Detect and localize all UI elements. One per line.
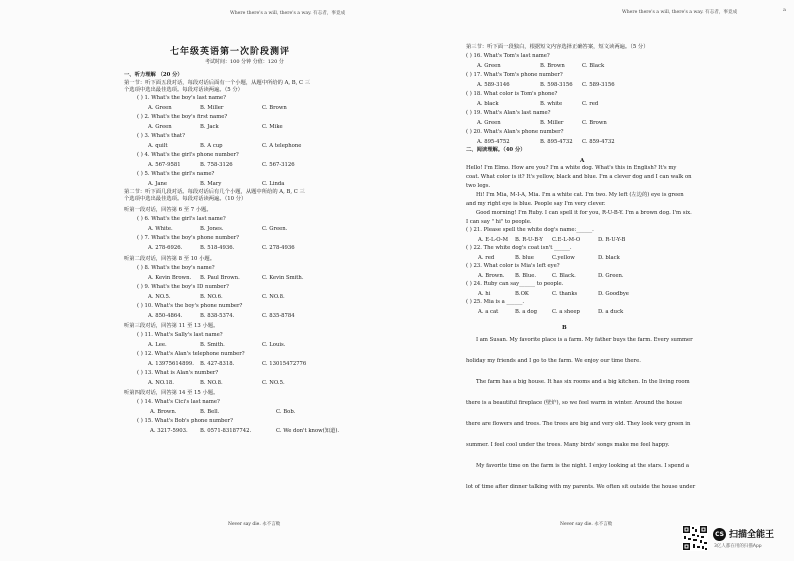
listening-group2-option: B. 838-5374. xyxy=(200,313,235,319)
passage-b-line: summer. I feel cool under the trees. Many birds' songs make me feel happy. xyxy=(466,442,670,448)
listening-part1-option: B. A cup xyxy=(200,143,223,149)
listening-group2-option: C. NO.8. xyxy=(262,294,285,300)
listening-part3-question: ( ) 17. What's Tom's phone number? xyxy=(466,72,563,78)
listening-group4-option: A. Brown. xyxy=(150,409,177,415)
reading-a-option: C. thanks xyxy=(552,291,578,297)
listening-part1-question: ( ) 2. What's the boy's first name? xyxy=(137,114,228,120)
listening-part1-option: A. Green xyxy=(148,105,172,111)
left-footer-motto: Never say die. 永不言败 xyxy=(228,522,281,527)
part3-instructions: 第三节：听下面一段独白，根据短文内容选择正确答案，短文读两遍。（5 分） xyxy=(466,44,649,50)
listening-part1-question: ( ) 3. What's that? xyxy=(137,133,185,139)
listening-part1-option: A. Jane xyxy=(148,181,168,187)
listening-part3-option: B. 895-4732 xyxy=(540,139,573,145)
listening-part3-option: A. Green xyxy=(477,63,501,69)
listening-part3-option: A. 895-4752 xyxy=(477,139,510,145)
listening-part3-option: C. 859-4732 xyxy=(582,139,615,145)
passage-a-line: and my right eye is blue. People say I'm very clever. xyxy=(466,201,606,207)
camscanner-logo-icon: CS xyxy=(713,528,726,541)
listening-group2-question: ( ) 10. What's the boy's phone number? xyxy=(137,303,243,309)
listening-group2-question: ( ) 8. What's the boy's name? xyxy=(137,265,215,271)
passage-a-line: Hi! I'm Mia, M-I-A, Mia. I'm a white cat. I'm two. My left (左边的) eye is green xyxy=(476,192,684,198)
listening-group-1-note: 听第一段对话，回答第 6 至 7 小题。 xyxy=(124,207,212,213)
listening-part3-option: C. red xyxy=(582,101,599,107)
listening-group3-question: ( ) 13. What is Alan's number? xyxy=(137,370,219,376)
listening-group1-option: B. Jones. xyxy=(200,226,224,232)
listening-part1-option: C. A telephone xyxy=(262,143,302,149)
listening-group4-option: B. 0571-83187742. xyxy=(200,428,252,434)
listening-group4-option: C. Bob. xyxy=(276,409,296,415)
listening-group3-option: C. Louis. xyxy=(262,342,286,348)
reading-a-option: B. R-U-B-Y xyxy=(515,237,543,243)
listening-part1-option: A. 567-9581 xyxy=(148,162,181,168)
listening-group2-option: A. NO.5. xyxy=(148,294,171,300)
listening-group1-option: C. 278-4936 xyxy=(262,245,295,251)
listening-group2-option: A. Kevin Brown. xyxy=(148,275,192,281)
reading-a-option: D. Green. xyxy=(598,273,624,279)
listening-group1-option: A. 278-6926. xyxy=(148,245,183,251)
listening-part3-option: B. Brown xyxy=(540,63,565,69)
listening-part3-option: B. Miller xyxy=(540,120,564,126)
passage-b-label: B xyxy=(562,325,567,331)
listening-group2-option: C. Kevin Smith. xyxy=(262,275,304,281)
reading-a-question: ( ) 23. What color is Mia's left eye? xyxy=(466,263,560,269)
reading-a-option: D. black xyxy=(598,255,620,261)
listening-group3-option: A. 13975614899. xyxy=(148,361,194,367)
part1-instructions-line2: 个选项中选出最佳选项。每段对话读两遍。（5 分） xyxy=(124,87,243,93)
reading-a-question: ( ) 22. The white dog's coat isn't ______. xyxy=(466,245,572,251)
listening-group-2-note: 听第二段对话，回答第 8 至 10 小题。 xyxy=(124,256,216,262)
listening-part1-option: A. Green xyxy=(148,124,172,130)
passage-b-line: there is a beautiful fireplace (壁炉), so we feel warm in winter. Around the house xyxy=(466,400,683,406)
part2-instructions-line2: 个选项中选出最佳选项。每段对话读两遍。（10 分） xyxy=(124,196,247,202)
passage-b-line: lot of time after dinner talking with my parents. We often sit outside the house under xyxy=(466,484,696,490)
passage-b-line: there are flowers and trees. The trees are big and very old. They look very green in xyxy=(466,421,691,427)
listening-group1-option: B. 518-4936. xyxy=(200,245,235,251)
listening-group2-option: A. 850-4864. xyxy=(148,313,183,319)
listening-part1-option: A. quilt xyxy=(148,143,168,149)
listening-part3-question: ( ) 19. What's Alan's last name? xyxy=(466,110,551,116)
listening-part1-question: ( ) 5. What's the girl's name? xyxy=(137,171,215,177)
right-footer-motto: Never say die. 永不言败 xyxy=(560,522,613,527)
reading-a-option: A. red xyxy=(478,255,495,261)
listening-part1-option: C. Linda xyxy=(262,181,285,187)
listening-part3-option: A. black xyxy=(477,101,499,107)
listening-part3-option: C. Brown xyxy=(582,120,607,126)
qr-code-icon xyxy=(682,525,708,551)
reading-a-option: B. Blue. xyxy=(515,273,537,279)
listening-part3-option: A. 589-3146 xyxy=(477,82,510,88)
passage-a-line: I can say " hi" to people. xyxy=(466,219,532,225)
listening-part1-option: C. Mike xyxy=(262,124,283,130)
listening-group4-question: ( ) 15. What's Bob's phone number? xyxy=(137,418,233,424)
listening-group2-option: B. Paul Brown. xyxy=(200,275,240,281)
listening-group2-question: ( ) 9. What's the boy's ID number? xyxy=(137,284,229,290)
left-header-motto: Where there's a will, there's a way. 有志者，事竟成 xyxy=(230,11,346,16)
listening-part1-option: B. Mary xyxy=(200,181,222,187)
listening-part1-option: B. Jack xyxy=(200,124,219,130)
right-header-motto: Where there's a will, there's a way. 有志者，事竟成 xyxy=(622,10,738,15)
listening-part1-question: ( ) 4. What's the girl's phone number? xyxy=(137,152,239,158)
section-reading-heading: 二、阅读理解。（40 分） xyxy=(466,147,526,153)
passage-a-line: two legs. xyxy=(466,183,491,189)
passage-a-line: Good morning! I'm Ruby. I can spell it for you, R-U-B-Y. I'm a brown dog. I'm six. xyxy=(476,210,692,216)
reading-a-option: B. a dog xyxy=(515,309,538,315)
listening-group2-option: B. NO.6. xyxy=(200,294,223,300)
scanner-tagline: 3亿人都在用的扫描App xyxy=(714,544,762,549)
listening-part1-option: C. Brown xyxy=(262,105,287,111)
reading-a-option: A. Brown. xyxy=(478,273,505,279)
listening-group2-option: C. 835-8784 xyxy=(262,313,295,319)
passage-b-line: holiday my friends and I go to the farm. We enjoy our time there. xyxy=(466,358,641,364)
listening-group1-question: ( ) 7. What's the boy's phone number? xyxy=(137,235,239,241)
listening-group3-option: B. 427-8318. xyxy=(200,361,235,367)
part1-instructions-line1: 第一节：听下面五段对话，每段对话后面有一个小题，从题中所给的 A, B, C 三 xyxy=(124,80,311,86)
reading-a-option: B. blue xyxy=(515,255,534,261)
reading-a-question: ( ) 25. Mia is a ______. xyxy=(466,299,525,305)
listening-part3-question: ( ) 18. What color is Tom's phone? xyxy=(466,91,558,97)
listening-part3-question: ( ) 20. What's Alan's phone number? xyxy=(466,129,564,135)
page-mark: a xyxy=(783,7,786,13)
listening-part1-option: B. Miller xyxy=(200,105,224,111)
listening-group-3-note: 听第三段对话，回答第 11 至 13 小题。 xyxy=(124,323,219,329)
listening-group-4-note: 听第四段对话，回答第 14 至 15 小题。 xyxy=(124,390,219,396)
reading-a-option: C. Black. xyxy=(552,273,576,279)
listening-group1-question: ( ) 6. What's the girl's last name? xyxy=(137,216,226,222)
part2-instructions-line1: 第二节：听下面几段对话。每段对话后有几个小题，从题中所给的 A, B, C 三 xyxy=(124,189,305,195)
listening-group3-option: B. NO.8. xyxy=(200,380,223,386)
reading-a-option: C. a sheep xyxy=(552,309,580,315)
listening-part1-option: C. 567-3126 xyxy=(262,162,295,168)
reading-a-option: D. Goodbye xyxy=(598,291,629,297)
listening-group4-question: ( ) 14. What's Cici's last name? xyxy=(137,399,220,405)
listening-group4-option: B. Bell. xyxy=(200,409,220,415)
reading-a-option: D. a duck xyxy=(598,309,624,315)
reading-a-option: C.yellow xyxy=(552,255,575,261)
listening-group3-option: C. NO.5. xyxy=(262,380,285,386)
listening-group3-question: ( ) 11. What's Sally's last name? xyxy=(137,332,223,338)
listening-part1-option: B. 758-3126 xyxy=(200,162,233,168)
listening-part3-option: C. Black xyxy=(582,63,605,69)
passage-a-line: Hello! I'm Elmo. How are you? I'm a white dog. What's this in English? It's my xyxy=(466,165,677,171)
scanner-watermark xyxy=(682,525,790,553)
scanner-app-name: 扫描全能王 xyxy=(729,530,775,540)
listening-part1-question: ( ) 1. What's the boy's last name? xyxy=(137,95,226,101)
listening-group4-option: A. 3217-5903. xyxy=(150,428,188,434)
listening-group4-option: C. We don't know(知道). xyxy=(276,428,340,434)
listening-part3-option: A. Green xyxy=(477,120,501,126)
passage-b-line: My favorite time on the farm is the night. I enjoy looking at the stars. I spend a xyxy=(476,463,690,469)
reading-a-option: B.OK xyxy=(515,291,529,297)
reading-a-option: A. hi xyxy=(478,291,491,297)
listening-group3-option: A. Lee. xyxy=(148,342,167,348)
listening-group3-option: C. 13015472776 xyxy=(262,361,307,367)
exam-title: 七年级英语第一次阶段测评 xyxy=(170,47,291,57)
reading-a-question: ( ) 21. Please spell the white dog's name:______. xyxy=(466,227,594,233)
passage-a-label: A xyxy=(580,158,585,164)
listening-part3-option: B. 598-3156 xyxy=(540,82,573,88)
passage-b-line: The farm has a big house. It has six rooms and a big kitchen. In the living room xyxy=(476,379,690,385)
reading-a-option: C.E-L-M-O xyxy=(552,237,581,243)
reading-a-option: A. E-L-O-M xyxy=(478,237,509,243)
listening-group3-question: ( ) 12. What's Alan's telephone number? xyxy=(137,351,245,357)
listening-part3-option: B. white xyxy=(540,101,563,107)
listening-group3-option: B. Smith. xyxy=(200,342,225,348)
listening-group1-option: A. White. xyxy=(148,226,173,232)
reading-a-question: ( ) 24. Ruby can say______ to people. xyxy=(466,281,564,287)
section-listening-heading: 一、听力理解 （20 分） xyxy=(124,72,183,78)
reading-a-option: D. R-U-Y-B xyxy=(598,237,626,243)
listening-group1-option: C. Green. xyxy=(262,226,288,232)
passage-a-line: coat. What color is it? It's yellow, black and blue. I'm a clever dog and I can walk on xyxy=(466,174,692,180)
listening-part3-option: C. 589-3156 xyxy=(582,82,615,88)
listening-part3-question: ( ) 16. What's Tom's last name? xyxy=(466,53,550,59)
passage-b-line: I am Susan. My favorite place is a farm. My father buys the farm. Every summer xyxy=(476,337,693,343)
reading-a-option: A. a cat xyxy=(478,309,499,315)
exam-subtitle: 考试时间：100 分钟 分值：120 分 xyxy=(205,59,284,65)
listening-group3-option: A. NO.18. xyxy=(148,380,174,386)
